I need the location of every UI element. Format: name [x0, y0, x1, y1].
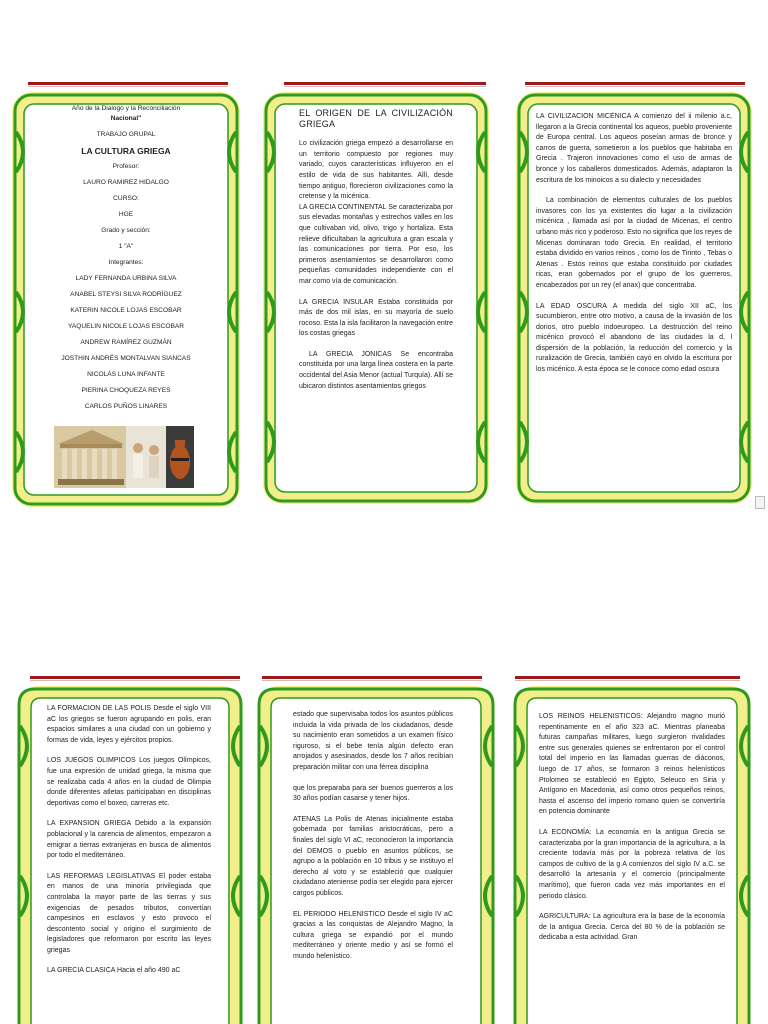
paragraph: estado que supervisaba todos los asuntos públicos incluida la vida privada de los ciudadanos, desde su nacimiento eran sometidos a un examen físico riguroso, si el bebe tenía algún defecto eran arrojados y asesinados, desde los 7 años recibían preparación militar con una férrea disciplina	[293, 711, 453, 771]
paragraph: LA EDAD OSCURA A medida del siglo XII aC, los sucumbieron, entre otro motivo, a causa de la invasión de los dorios, otro pueblo indoeuropeo. La destrucción del reino micénico provocó el abandono de las ciudades la d, l dispersión de la población, la reducción del comercio y la ruralización de Grecia, también cayó en olvido la escritura por los micénico. A esta época se le conoce como edad oscura	[536, 302, 732, 374]
paragraph: La combinación de elementos culturales de los pueblos invasores con los ya existentes dio lugar a la civilización micénica , llamada así por la ciudad de Micenas, el centro urbano más rico y poderoso. Esto no significa que los reyes de Micenas dominaran todo Grecia. En realidad, el territorio estaba dividido en varios reinos , como los de Tirinto , Tebas o Atenas . Estos reinos que estaba constituido por ciudades ricas, eran gobernados por el grupo de los guerreros, encabezados por un rey (el anax) que concentraba.	[536, 197, 732, 289]
panel-top-rule	[515, 676, 740, 679]
paragraph: LA GRECIA INSULAR Estaba constituida por más de dos mil islas, en su mayoría de suelo rocoso. Esta la isla facilitaron la navegación entre los costas griegas	[299, 298, 453, 338]
cover-member: KATERIN NICOLE LOJAS ESCOBAR	[70, 307, 182, 314]
panel-top-rule	[30, 676, 240, 679]
cover-member: CARLOS PUÑOS LINARES	[84, 403, 168, 410]
cover-year-motto-cont: Nacional"	[110, 115, 142, 122]
cover-member: LADY FERNANDA URBINA SILVA	[75, 275, 177, 282]
cover-member: PIERINA CHOQUEZA REYES	[81, 387, 171, 394]
greek-temple-collage-icon	[54, 426, 194, 488]
paragraph: AGRICULTURA: La agricultura era la base de la economía de la antigua Grecia. Cerca del 80 % de la población se dedicaba a esta actividad. Gran	[539, 913, 725, 942]
panel-top-rule	[262, 676, 482, 679]
cover-title: LA CULTURA GRIEGA	[81, 146, 171, 156]
polis-panel	[16, 686, 244, 1024]
mycenaean-panel	[516, 92, 752, 504]
section-title: EL ORIGEN DE LA CIVILIZACIÓN GRIEGA	[299, 108, 453, 129]
mycenaean-text	[536, 112, 732, 486]
hellenistic-panel	[512, 686, 752, 1024]
cover-teacher-label: Profesor:	[112, 163, 140, 170]
cover-course: HGE	[118, 211, 134, 218]
cover-member: YAQUELIN NICOLE LOJAS ESCOBAR	[67, 323, 185, 330]
page-edge-icon	[755, 496, 765, 509]
paragraph: Lo civilización griega empezó a desarrollarse en un territorio compuesto por regiones muy variado, cuyos características influyeron en el estilo de vida de sus habitantes. Allí, desde tiempo antiguo, florecieron civilizaciones como la cretense y la micénica.	[299, 140, 453, 201]
paragraph: LA GRECIA CONTINENTAL Se caracterizaba por sus elevadas montañas y estrechos valles en los que cultivaban vid, olivo, trigo y hortaliza. Esta relieve dificultaban la agricultura a gran escala y las comunicaciones por tierra. Por eso, los primeros asentamientos se desarrollaron como pequeñas comunidades independiente con el mar como vía de comunicación.	[299, 203, 453, 285]
paragraph: que los preparaba para ser buenos guerreros a los 30 años podían casarse y tener hijos.	[293, 784, 453, 803]
paragraph: LA FORMACION DE LAS POLIS Desde el siglo VIII aC los griegos se fueron agrupando en polis, eran espacios similares a una ciudad con un gobierno y formas de vida, leyes y ejércitos propios.	[47, 705, 211, 744]
origin-panel	[263, 92, 489, 504]
polis-text	[47, 704, 211, 1024]
hellenistic-text	[539, 712, 725, 1024]
paragraph: LOS JUEGOS OLIMPICOS Los juegos Olímpicos, fue una expresión de unidad griega, la misma que se realizaba cada 4 años en la ciudad de Olimpia donde diferentes atletas participaban en disciplinas deportivas como el boxeo, carreras etc.	[47, 757, 211, 807]
panel-top-rule	[525, 82, 745, 85]
cover-work-type: TRABAJO GRUPAL	[96, 131, 156, 138]
cover-year-motto: Año de la Dialogo y la Reconciliación	[71, 105, 181, 112]
cover-members-label: Integrantes:	[108, 259, 144, 266]
cover-member: NICOLÁS LUNA INFANTE	[87, 371, 165, 378]
panel-top-rule	[28, 82, 228, 85]
paragraph: LAS REFORMAS LEGISLATIVAS El poder estaba en manos de una minoría privilegiada que controlaba la mayor parte de las tierras y sus exigencias de pesados tributos, convertían campesinos en esclavos y esto provoco el descontento social y origino el surgimiento de legisladores que reformaron por escrito las leyes griegas	[47, 872, 211, 954]
paragraph: LA GRECIA JONICAS Se encontraba constituida por una larga línea costera en la parte occidental del Asia Menor (actual Turquía). Allí se ubicaron distintos asentamientos griegos	[299, 350, 453, 390]
cover-panel	[12, 92, 240, 507]
panel-top-rule	[284, 82, 486, 85]
cover-teacher-name: LAURO RAMIREZ HIDALGO	[83, 179, 169, 186]
paragraph: LA ECONOMÍA: La economía en la antigua Grecia se caracterizaba por la gran importancia de la agricultura, a la creciente todavía más por la pobreza relativa de los campos de cultivo de la g A comienzos del siglo IV a.C. se desarrolló la artesanía y el comercio (principalmente marítimo), que fueron cada vez más importantes en el periodo clásico.	[539, 828, 725, 900]
cover-member: ANDREW RAMÍREZ GUZMÁN	[80, 339, 172, 346]
paragraph: LA EXPANSION GRIEGA Debido a la expansión poblacional y la carencia de alimentos, empezaron a emigrar a tierras extranjeras en busca de alimentos por todo el mediterráneo.	[47, 820, 211, 860]
paragraph: ATENAS La Polis de Atenas inicialmente estaba gobernada por familias aristocráticas, pero a finales del siglo VI aC, reconocieron la importancia del DEMOS o pueblo en asuntos públicos, se agrupo a la población en 10 tribus y se instituyo el derecho al voto y se estableció que cualquier ciudadano ateniense podía ser elegido para ejercer cargos públicos.	[293, 815, 453, 897]
athens-panel	[256, 686, 496, 1024]
paragraph: EL PERIODO HELENISTICO Desde el siglo IV aC gracias a las conquistas de Alejandro Magno, la cultura griega se expandió por el mundo mediterráneo y oriente medio y así se formó el mundo helenístico.	[293, 910, 453, 960]
cover-member: ANABEL STEYSI SILVA RODRÍGUEZ	[70, 291, 182, 298]
paragraph: LOS REINOS HELENISTICOS: Alejandro magno murió repentinamente en el año 323 aC. Mientras planeaba futuras campañas militares, luego surgieron rivalidades entre sus generales quienes se enfrentaron por el control total del imperio en las llamadas guerras de diáconos, luego de 17 años, se formaron 3 reinos helenísticos Ptolomeo se estableció en Egipto, Seleuco en Siria y Antígono en Macedonia, así como otros pequeños reinos, hasta el ascenso del imperio romano quien se convertiría en potencia dominante	[539, 713, 725, 816]
origin-text	[299, 108, 453, 492]
cover-course-label: CURSO:	[113, 195, 139, 202]
cover-grade: 1 "A"	[118, 243, 134, 250]
athens-text	[293, 710, 453, 1024]
paragraph: LA GRECIA CLASICA Hacia el año 490 aC	[47, 967, 181, 975]
paragraph: LA CIVILIZACIÓN MICÉNICA A comienzo del ii milenio a.c, llegaron a la Grecia continental los aqueos, pueblo proveniente de Europa central. Los aqueos poseían armas de bronce y carros de guerra, sometieron a los pueblos que habitaba en Grecia . Trajeron innovaciones como el uso de armas de bronce y los caballeros domesticados. Además, adaptaron la escritura de los minoicos a su dialecto y necesidades	[536, 113, 732, 184]
cover-member: JOSTHIN ANDRÉS MONTALVAN SIANCAS	[61, 355, 191, 362]
cover-grade-label: Grado y sección:	[101, 227, 151, 234]
